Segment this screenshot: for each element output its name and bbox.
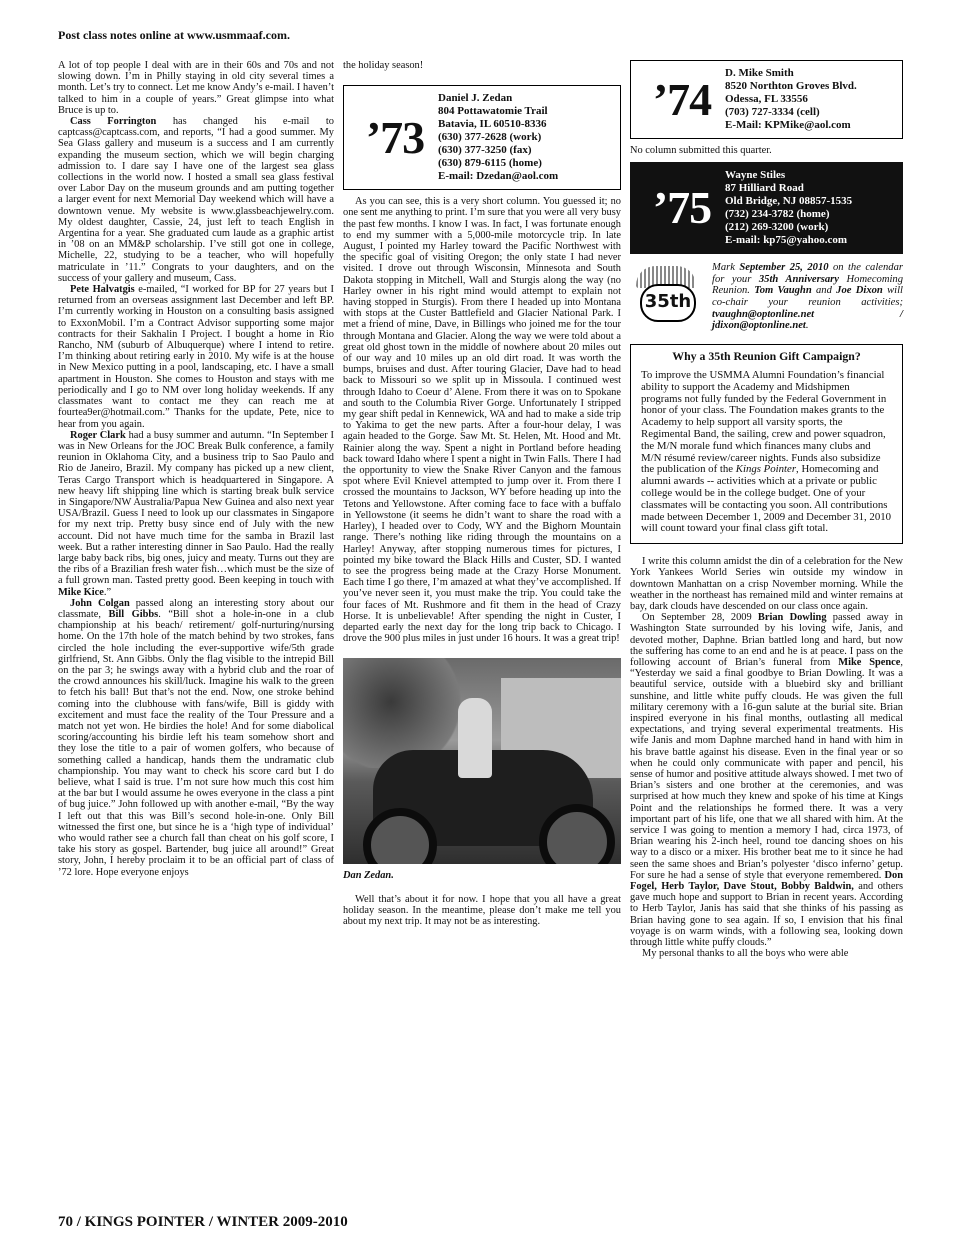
campaign-title: Why a 35th Reunion Gift Campaign? <box>672 348 861 363</box>
reunion-notice <box>630 262 903 332</box>
address-line: Odessa, FL 33556 <box>725 93 808 105</box>
class-year: ’75 <box>652 182 712 234</box>
paragraph: Pete Halvatgis e-mailed, “I worked for BP for 27 years but I returned from an overseas assignment last December and left BP. I’m currently working in Houston on a consulting basis assigned to ExxonMobil. I’m a Contract Advisor supporting some major contracts for their Sakhalin I Project. I bought a home in Rio Rancho, NM (suburb of Albuquerque) where I intend to retire. I’m thinking about retiring early in 2010. My wife is at the house in New Mexico putting in a pool, landscaping, etc. I have a small apartment in Houston. She comes to Houston and stays with me periodically and I go to NM over long holiday weekends. If any classmates want to contact me they can reach me at fourtea9er@hotmail.com.” Thanks for the update, Pete, nice to hear from you again. <box>58 284 334 430</box>
class-75-contact-box <box>630 162 903 254</box>
column-1 <box>58 60 334 878</box>
email-line: E-Mail: KPMike@aol.com <box>725 119 851 131</box>
address-line: 804 Pottawatomie Trail <box>438 105 548 118</box>
page-footer: 70 / KINGS POINTER / WINTER 2009-2010 <box>58 1214 348 1230</box>
paragraph: Roger Clark had a busy summer and autumn. “In September I was in New Orleans for the JOC Break Bulk conference, a family reunion in Oklahoma City, and a business trip to Sao Paulo and Rio de Janeiro, Brazil. My company has picked up a new client, Teras Cargo Transport which is headquartered in Singapore. A new heavy lift shipping line which is starting break bulk service in Singapore/NW Australia/Papua New Guinea and also next year USA/Brazil. Guess I need to look up our classmates in Singapore for my next trip. Pretty busy since end of July with the new account. Did not have much time for the samba in Brazil last week. But a rather interesting dinner in Sao Paulo. Had the really large baby back ribs, big ones, juicy and meaty. Turns out they are the ribs of a Brazilian fresh water fish…which must be the size of a full grown man. Tasted pretty good. Been keeping in touch with Mike Kice.” <box>58 429 334 598</box>
reunion-date: September 25, 2010 <box>739 262 829 274</box>
class-74-contact-box <box>630 60 903 139</box>
paragraph: On September 28, 2009 Brian Dowling passed away in Washington State surrounded by his loving wife, Janis, and devoted mother, Daphne. Brian battled long and hard, but now the suffering has come to an end and he is at peace. I pass on the following account of Brian’s funeral from Mike Spence, “Yesterday we said a final goodbye to Brian Dowling. It was a beautiful service, outside with a bluebird sky and brilliant sunshine, and little white puffy clouds. He was given the full military ceremony with a 16-gun salute at the burial site. Brian inspired everyone in his final months, outlasting all medical expectations, and trying several experimental treatments. His wife Janis and mom Daphne marched hand in hand with him in his brave battle against his disease. Even in the final year or so when he could only communicate with paper and pencil, his sense of humor and positive attitude always showed. I met two of Brian’s sisters and one brother at the ceremonies, and was surprised at how much they knew and spoke of his time at Kings Point and the relationships he formed there. It was a very important part of his life, one that we all shared with him. At the service I was going to mention a memory I had, circa 1973, of Brian wearing his 2-inch heel, round toe dancing shoes on his way to a disco or a mixer. His brother beat me to it since he had seen the same shoes and Brian’s polyester ‘disco inferno’ getup. For sure he had a sense of style that everyone remembered. Don Fogel, Herb Taylor, Dave Stout, Bobby Baldwin, and others gave much hope and support to Brian in recent years. According to Herb Taylor, Janis has said that she thinks of his passing as Brian having gone to sea again. If so, I envision that his final voyage is on warm winds, with a following sea, looking down through little white puffy clouds.” <box>630 612 904 949</box>
paragraph: A lot of top people I deal with are in their 60s and 70s and not slowing down. I’m in Philly staying in old city several times a month. Let’s try to connect. Let me know Andy’s e-mail. I haven’t talked to him in a couple of years.” Great glimpse into what Bruce is up to. <box>58 60 334 116</box>
address-line: 87 Hilliard Road <box>725 182 804 195</box>
motorcycle-photo <box>343 658 621 864</box>
header-note: Post class notes online at www.usmmaaf.com. <box>58 28 290 42</box>
class-73-contact-box <box>343 85 621 190</box>
paragraph: Cass Forrington has changed his e-mail to captcass@captcass.com, and reports, “I had a good summer. My Sea Glass gallery and museum is a success and I am currently expanding the museum section, which we will begin charging admission to. I dare say I have one of the largest sea glass collections in the world now. I hosted a small sea glass festival over Labor Day on the museum grounds and am putting together a larger event for next Memorial Day weekend which will have a downtown venue. My website is www.glassbeachjewelry.com. My oldest daughter, Cassie, 24, just left to teach English in Argentina for a year. She graduated cum laude as a graphic artist in ’08 on an MM&P scholarship. I’ve still got one in college, Michelle, 22, studying to be a teacher, who will hopefully matriculate in ’11.” Congrats to your daughters, and on the success of your gallery and museum, Cass. <box>58 116 334 284</box>
classmate-name: Mike Kice <box>58 586 104 598</box>
publication-name: Kings Pointer <box>735 463 797 476</box>
reunion-emails: tvaughn@optonline.net / jdixon@optonline.net <box>712 308 903 332</box>
class-secretary-info <box>725 67 857 132</box>
gift-campaign-box <box>630 344 903 544</box>
classmate-name: Roger Clark <box>70 429 126 441</box>
35th-reunion-emblem-icon <box>630 262 702 324</box>
secretary-name: Wayne Stiles <box>725 169 786 182</box>
email-line: E-mail: Dzedan@aol.com <box>438 170 559 183</box>
classmate-name: Tom Vaughn <box>754 285 812 297</box>
secretary-name: Daniel J. Zedan <box>438 92 513 105</box>
classmate-name: Bill Gibbs <box>108 608 159 620</box>
phone-line: (630) 879-6115 (home) <box>438 157 542 170</box>
no-column-note: No column submitted this quarter. <box>630 145 772 156</box>
emblem-label: 35th <box>640 284 696 322</box>
classmate-name: Joe Dixon <box>836 285 883 297</box>
class-secretary-info <box>438 92 558 183</box>
phone-line: (630) 377-2628 (work) <box>438 131 542 144</box>
paragraph: I write this column amidst the din of a celebration for the New York Yankees World Series win outside my window in downtown Manhattan on a crisp November morning. While the weather in the northeast has remained mild and winter remains at bay, dark clouds have descended on our class once again. <box>630 556 903 612</box>
paragraph: My personal thanks to all the boys who were able <box>642 948 849 960</box>
campaign-body: To improve the USMMA Alumni Foundation’s financial ability to support the Academy and Midshipmen programs not fully funded by the Federal Government in honor of your class. The Foundation makes grants to the Academy to help support all varsity sports, the Regimental Band, the sailing, crew and power squadron, the M/N morale fund which finances many clubs and M/N résumé review/career nights. Funds also subsidize the publication of the Kings Pointer, Homecoming and alumni awards -- activities which at a private or public college would be in the college budget. One of your classmates will be contacting you soon. All contributions made between December 1, 2009 and December 31, 2010 will count toward your final class gift total. <box>641 368 892 535</box>
classmate-name: Brian Dowling <box>757 612 827 624</box>
phone-line: (630) 377-3250 (fax) <box>438 144 532 157</box>
classmate-name: Mike Spence <box>838 656 901 668</box>
paragraph: As you can see, this is a very short column. You guessed it; no one sent me anything to print. I’m sure that you were all very busy the past few months. I know I was. In fact, I was fortunate enough to end my summer with a 5,000-mile motorcycle trip. In late August, I pointed my Harley toward the Pacific Northwest with the specific goal of visiting Oregon; the only state I had never visited. I drove out through Wisconsin, Minnesota and South Dakota stopping in Mitchell, Wall and Sturgis along the way (no Harley owner in his right mind would attempt to explain not having stopped in Sturgis). From there I headed up into Montana with stops at the Custer Battlefield and Glacier National Park. I met a friend of mine, Dave, in Billings who joined me for the tour through Montana and Glacier. Along the way we were told about a great old ghost town in the middle of nowhere about 20 miles out of our way and 10 miles up an old dirt road. It was worth the bumps, bruises and dust. After touring Glacier, Dave had to head back to Missouri so we split up in Missoula. I continued west through Idaho to Coeur d’ Alene. From there it was on to Spokane and south to the Columbia River Gorge. Unfortunately I stripped my gear shift pedal in Kennewick, WA and had to make a side trip to Yakima to get the new parts. After a four-hour delay, I was again headed to the Gorge. Saw Mt. St. Helen, Mt. Hood and Mt. Rainier along the way. Spent a night in Portland before heading back toward Idaho where I spent a night in Twin Falls. There I had the opportunity to view the Snake River Canyon and the famous spot where Evil Knievel attempted to jump over it. From there I crossed the mountains to Jackson, WY before heading up into the Tetons and Yellowstone. After coming face to face with a buffalo in Yellowstone (it seems he didn’t want to share the road with a Harley), I headed over to Cody, WY and the Bighorn Mountain range. There’s nothing like riding through the mountains on a Harley! Anyway, after stopping numerous times for pictures, I pointed my bike toward the Black Hills and Custer, SD. I wanted to see the progress being made at the Crazy Horse Monument. Each time I go there, I’m amazed at what they’ve accomplished. If you’ve never seen it, you must make the trip. You could take the four faces of Mt. Rushmore and fit them in the head of Crazy Horse. It is unbelievable! After spending the night in Custer, I departed early the next day for the long trip back to Chicago. I drove the 900 plus miles in just under 16 hours. It was a great trip! <box>343 196 621 645</box>
paragraph: John Colgan passed along an interesting story about our classmate, Bill Gibbs. “Bill shot a hole-in-one in a club championship at his beach/ retirement/ golf-nurturing/nursing home. On the 17th hole of the match behind by two strokes, fans circled the hole including the ever-supportive wife/5th grade girlfriend, St. Ann Gibbs. Only the flag visible to the intrepid Bill on the par 3; he swings away with a hybrid club and the roar of the crowd announces his skill/luck. Imagine his walk to the green to fetch his ball! But that’s not the end. Now, one stroke behind coming into the clubhouse with fans/wife, Bill is giddy with excitement and must face the reality of the Tour Pressure and a match not yet won. He birdies the hole! And for some diabolical scoring/accounting his birdie left his team somehow short and they lose the title to a pair of women golfers, who because of something called a handicap, hands them the undramatic club championship. You may want to check his score card but I do believe, what I said is true. I’m not sure how much this cost him at the bar but I would assume he owes everyone in the class a pint of bug juice.” John followed up with another e-mail, “By the way I left out that this was Bill’s second hole-in-one. Only Bill witnessed the first one, but since he is a ‘high type of individual’ who would rather see a church fall than cheat on his golf score, I take his story as gospel. Bartender, bug juice all around!” Great story, John, I hereby proclaim it to be an official part of class of ’72 lore. Hope everyone enjoys <box>58 597 335 878</box>
address-line: 8520 Northton Groves Blvd. <box>725 80 857 92</box>
class-year: ’73 <box>365 111 425 163</box>
phone-line: (212) 269-3200 (work) <box>725 221 829 234</box>
paragraph: Well that’s about it for now. I hope that you all have a great holiday season. In the meantime, please don’t make me tell you about my next trip. It may not be as interesting. <box>343 893 621 927</box>
classmate-name: John Colgan <box>70 597 130 609</box>
paragraph: the holiday season! <box>343 60 424 71</box>
classmate-name: Pete Halvatgis <box>70 284 135 296</box>
phone-line: (732) 234-3782 (home) <box>725 208 830 221</box>
secretary-name: D. Mike Smith <box>725 67 794 79</box>
address-line: Batavia, IL 60510-8336 <box>438 118 547 131</box>
class-year: ’74 <box>652 73 712 125</box>
reunion-event: 35th Anniversary <box>758 273 839 285</box>
reunion-text: Mark September 25, 2010 on the calendar for your 35th Anniversary Homecoming Reunion. Tom Vaughn and Joe Dixon will co-chair your reunion activities; tvaughn@optonline.net / jdixon@optonline.net. <box>712 262 904 332</box>
photo-caption: Dan Zedan. <box>343 870 394 882</box>
email-line: E-mail: kp75@yahoo.com <box>725 234 848 247</box>
classmate-names: Don Fogel, Herb Taylor, Dave Stout, Bobby Baldwin, <box>630 869 903 893</box>
classmate-name: Cass Forrington <box>70 116 157 128</box>
column-2 <box>343 60 621 927</box>
column-3 <box>630 60 903 959</box>
phone-line: (703) 727-3334 (cell) <box>725 106 820 118</box>
class-secretary-info <box>725 169 852 247</box>
address-line: Old Bridge, NJ 08857-1535 <box>725 195 853 208</box>
